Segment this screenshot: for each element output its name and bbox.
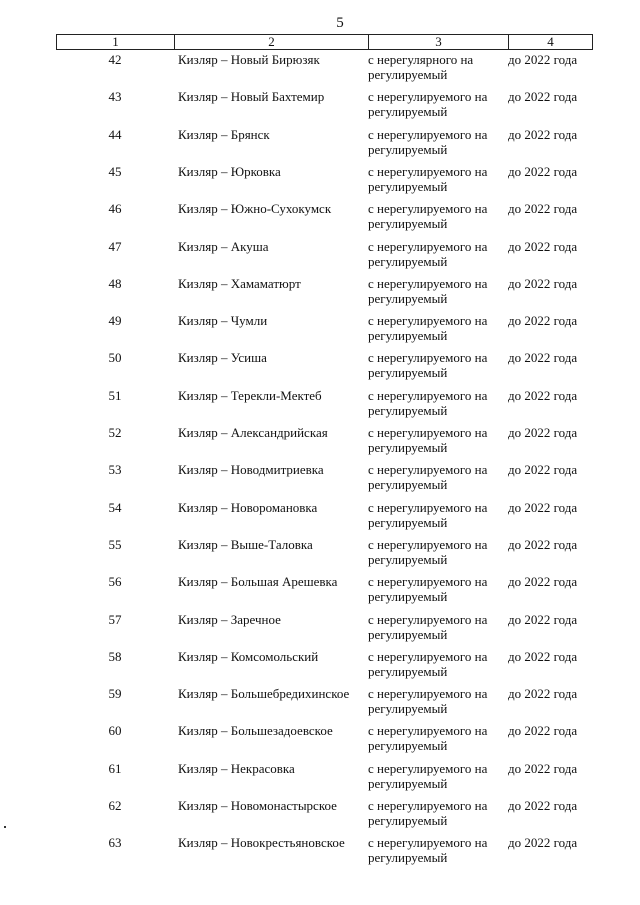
route-change-type: с нерегулируемого на регулируемый <box>368 648 488 679</box>
deadline: до 2022 года <box>508 686 578 702</box>
table-row <box>56 350 593 387</box>
table-row <box>56 239 593 276</box>
route-change-type: с нерегулируемого на регулируемый <box>368 201 488 232</box>
deadline: до 2022 года <box>508 238 578 254</box>
row-number: 59 <box>108 686 122 702</box>
route-name: Кизляр – Заречное <box>178 611 281 627</box>
deadline: до 2022 года <box>508 163 578 179</box>
route-change-type: с нерегулируемого на регулируемый <box>368 835 488 866</box>
table-row <box>56 127 593 164</box>
row-number: 58 <box>108 648 122 664</box>
deadline: до 2022 года <box>508 387 578 403</box>
route-name: Кизляр – Александрийская <box>178 425 328 440</box>
page-number: 5 <box>336 15 344 31</box>
route-name: Кизляр – Новый Бирюзяк <box>178 52 320 67</box>
route-name: Кизляр – Некрасовка <box>178 760 295 776</box>
table-row <box>56 388 593 425</box>
route-name: Кизляр – Комсомольский <box>178 648 319 664</box>
route-name: Кизляр – Южно-Сухокумск <box>178 201 332 217</box>
deadline: до 2022 года <box>508 89 578 105</box>
row-number: 54 <box>108 499 122 515</box>
route-change-type: с нерегулируемого на регулируемый <box>368 89 488 120</box>
route-change-type: с нерегулируемого на регулируемый <box>368 499 488 530</box>
row-number: 56 <box>108 574 122 590</box>
row-number: 43 <box>108 89 122 105</box>
column-header-1: 1 <box>56 35 174 49</box>
route-name: Кизляр – Брянск <box>178 126 270 142</box>
route-name: Кизляр – Терекли-Мектеб <box>178 387 322 403</box>
table-row <box>56 276 593 313</box>
deadline: до 2022 года <box>508 425 578 440</box>
route-change-type: с нерегулируемого на регулируемый <box>368 462 488 493</box>
table-row <box>56 835 593 872</box>
route-change-type: с нерегулируемого на регулируемый <box>368 611 488 642</box>
route-name: Кизляр – Большая Арешевка <box>178 574 338 590</box>
row-number: 45 <box>108 163 122 179</box>
deadline: до 2022 года <box>508 798 578 813</box>
route-change-type: с нерегулируемого на регулируемый <box>368 275 488 306</box>
deadline: до 2022 года <box>508 760 578 776</box>
route-change-type: с нерегулируемого на регулируемый <box>368 387 488 418</box>
table-row <box>56 537 593 574</box>
margin-mark <box>4 826 6 828</box>
route-name: Кизляр – Акуша <box>178 238 269 254</box>
route-change-type: с нерегулируемого на регулируемый <box>368 798 488 828</box>
deadline: до 2022 года <box>508 499 578 515</box>
deadline: до 2022 года <box>508 350 578 366</box>
deadline: до 2022 года <box>508 536 578 552</box>
row-number: 53 <box>108 462 122 478</box>
deadline: до 2022 года <box>508 611 578 627</box>
deadline: до 2022 года <box>508 126 578 142</box>
row-number: 50 <box>108 350 122 366</box>
table-row <box>56 89 593 126</box>
column-header-2: 2 <box>174 35 368 49</box>
row-number: 57 <box>108 611 122 627</box>
route-change-type: с нерегулируемого на регулируемый <box>368 163 488 194</box>
table-row <box>56 723 593 760</box>
deadline: до 2022 года <box>508 313 578 329</box>
route-name: Кизляр – Усиша <box>178 350 267 366</box>
table-row <box>56 462 593 499</box>
table-row <box>56 201 593 238</box>
route-change-type: с нерегулируемого на регулируемый <box>368 574 488 605</box>
row-number: 46 <box>108 201 122 217</box>
table-row <box>56 52 593 89</box>
route-name: Кизляр – Большезадоевское <box>178 723 333 739</box>
route-change-type: с нерегулируемого на регулируемый <box>368 686 488 717</box>
table-row <box>56 686 593 723</box>
deadline: до 2022 года <box>508 723 578 739</box>
route-change-type: с нерегулируемого на регулируемый <box>368 536 488 567</box>
row-number: 60 <box>108 723 122 739</box>
table-header <box>56 34 593 50</box>
table-row <box>56 425 593 462</box>
route-name: Кизляр – Новоромановка <box>178 499 318 515</box>
route-name: Кизляр – Новый Бахтемир <box>178 89 325 105</box>
route-name: Кизляр – Новомонастырское <box>178 798 337 813</box>
deadline: до 2022 года <box>508 648 578 664</box>
deadline: до 2022 года <box>508 462 578 478</box>
route-change-type: с нерегулируемого на регулируемый <box>368 126 488 157</box>
column-header-3: 3 <box>368 35 508 49</box>
column-header-4: 4 <box>508 35 593 49</box>
row-number: 63 <box>108 835 122 851</box>
route-change-type: с нерегулируемого на регулируемый <box>368 350 488 381</box>
row-number: 55 <box>108 536 122 552</box>
row-number: 44 <box>108 126 122 142</box>
row-number: 42 <box>108 52 122 67</box>
deadline: до 2022 года <box>508 275 578 291</box>
routes-table <box>56 34 593 866</box>
route-change-type: с нерегулируемого на регулируемый <box>368 425 488 455</box>
row-number: 62 <box>108 798 122 813</box>
route-change-type: с нерегулируемого на регулируемый <box>368 760 488 791</box>
row-number: 49 <box>108 313 122 329</box>
route-name: Кизляр – Чумли <box>178 313 268 329</box>
route-name: Кизляр – Новодмитриевка <box>178 462 324 478</box>
row-number: 52 <box>108 425 122 440</box>
deadline: до 2022 года <box>508 574 578 590</box>
table-row <box>56 612 593 649</box>
deadline: до 2022 года <box>508 835 578 851</box>
route-name: Кизляр – Юрковка <box>178 163 281 179</box>
deadline: до 2022 года <box>508 52 578 67</box>
route-name: Кизляр – Новокрестьяновское <box>178 835 345 851</box>
table-row <box>56 649 593 686</box>
table-row <box>56 574 593 611</box>
row-number: 51 <box>108 387 122 403</box>
table-row <box>56 313 593 350</box>
route-name: Кизляр – Выше-Таловка <box>178 536 313 552</box>
row-number: 48 <box>108 275 122 291</box>
route-change-type: с нерегулируемого на регулируемый <box>368 723 488 754</box>
table-row <box>56 798 593 835</box>
table-row <box>56 761 593 798</box>
route-change-type: с нерегулярного на регулируемый <box>368 52 474 82</box>
row-number: 47 <box>108 238 122 254</box>
route-name: Кизляр – Хамаматюрт <box>178 275 301 291</box>
row-number: 61 <box>108 760 122 776</box>
route-name: Кизляр – Большебредихинское <box>178 686 350 702</box>
route-change-type: с нерегулируемого на регулируемый <box>368 313 488 344</box>
table-row <box>56 164 593 201</box>
deadline: до 2022 года <box>508 201 578 217</box>
route-change-type: с нерегулируемого на регулируемый <box>368 238 488 269</box>
table-row <box>56 500 593 537</box>
